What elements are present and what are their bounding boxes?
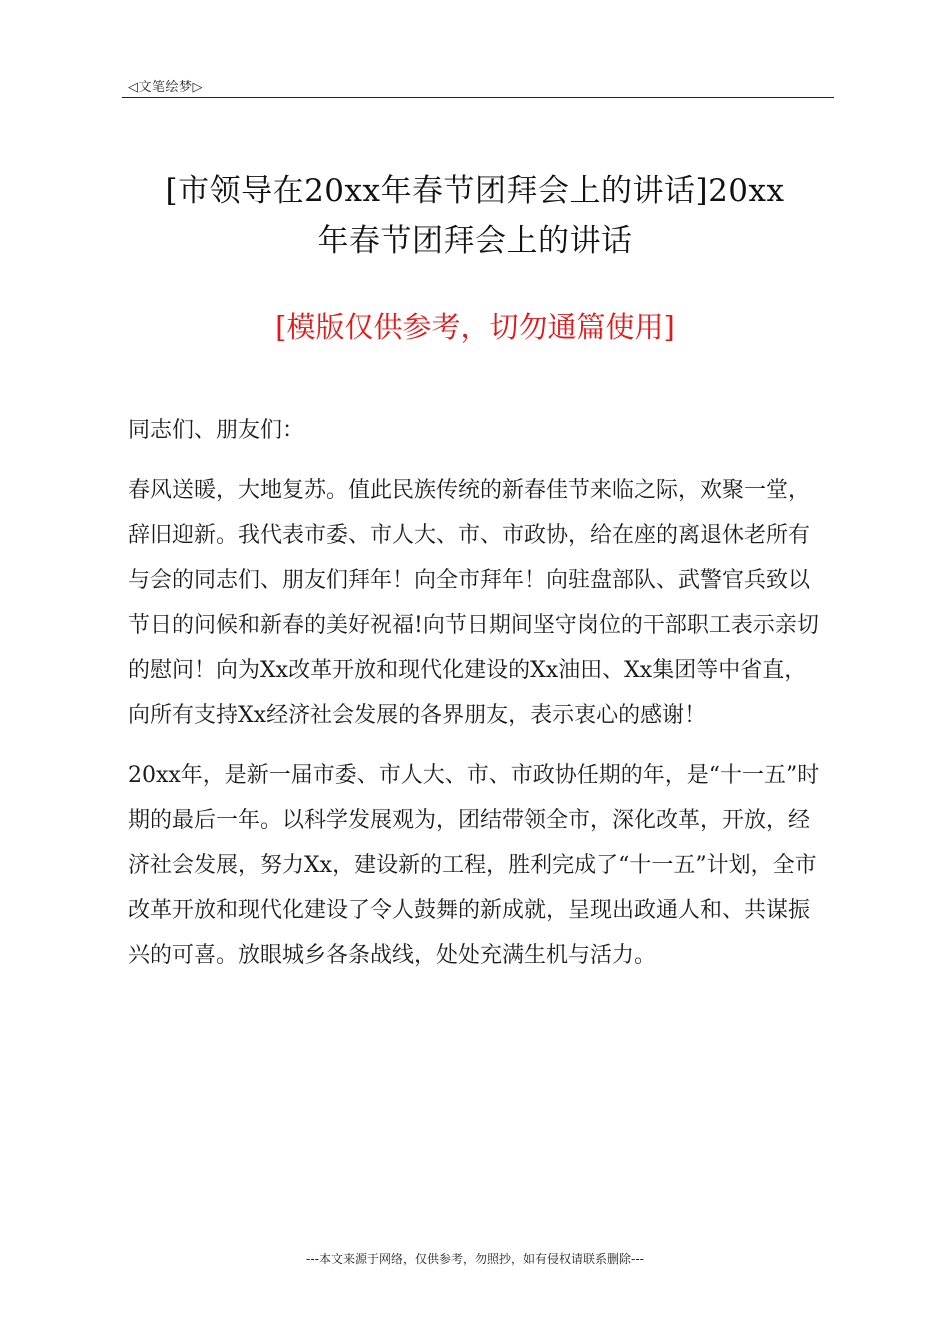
document-subtitle: [模版仅供参考，切勿通篇使用] [275,310,675,344]
title-line-2: 年春节团拜会上的讲话 [317,223,633,259]
header-logo-text: ◁文笔绘梦▷ [128,80,203,95]
footer-disclaimer: ---本文来源于网络，仅供参考，勿照抄，如有侵权请联系删除--- [306,1252,644,1266]
document-title [100,166,850,266]
salutation: 同志们、朋友们： [128,418,305,443]
title-line-1: [市领导在20xx年春节团拜会上的讲话]20xx [165,173,785,209]
paragraph: 20xx年，是新一届市委、市人大、市、市政协任期的年，是“十一五”时期的最后一年。以科学发展观为，团结带领全市，深化改革，开放，经济社会发展，努力Xx，建设新的工程，胜利完成了“十一五”计划，全市改革开放和现代化建设了令人鼓舞的新成就，呈现出政通人和、共谋振兴的可喜。放眼城乡各条战线，处处充满生机与活力。 [128,763,820,968]
header-divider [122,97,834,98]
paragraph: 春风送暖，大地复苏。值此民族传统的新春佳节来临之际，欢聚一堂，辞旧迎新。我代表市委、市人大、市、市政协，给在座的离退休老所有与会的同志们、朋友们拜年！向全市拜年！向驻盘部队、武警官兵致以节日的问候和新春的美好祝福!向节日期间坚守岗位的干部职工表示亲切的慰问！向为Xx改革开放和现代化建设的Xx油田、Xx集团等中省直，向所有支持Xx经济社会发展的各界朋友，表示衷心的感谢！ [128,478,819,728]
document-body [128,408,828,993]
